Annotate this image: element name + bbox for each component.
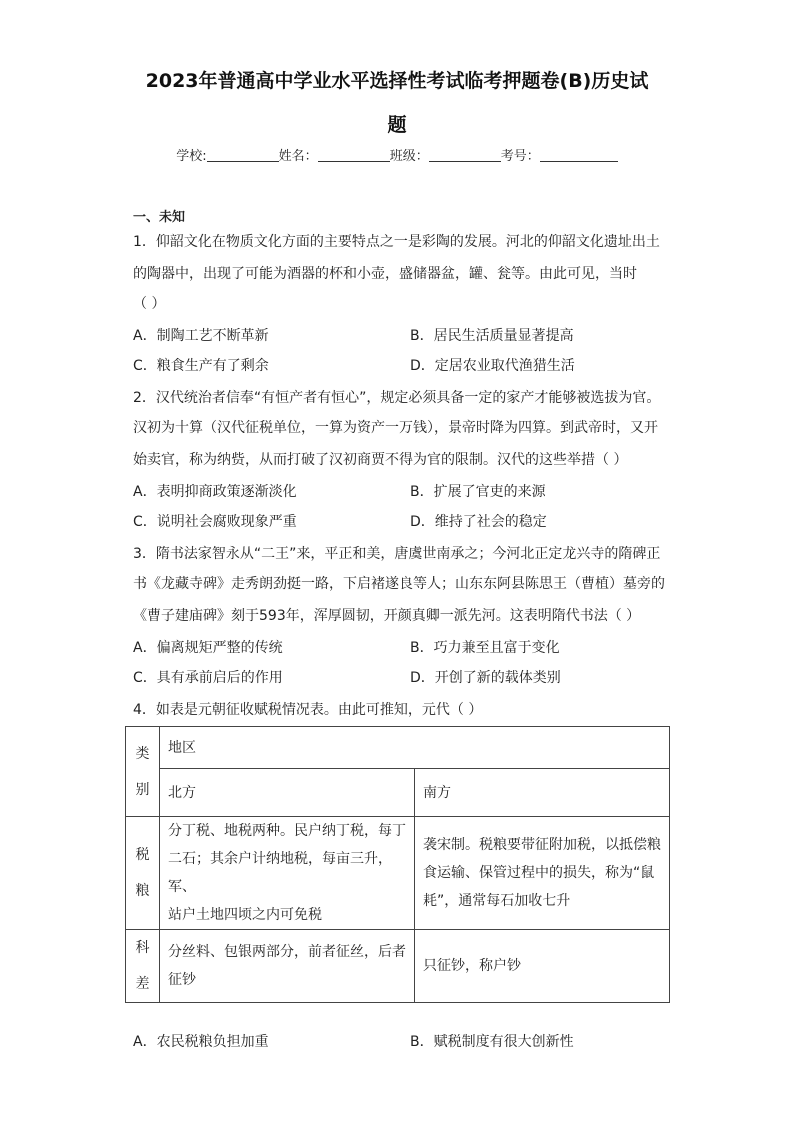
q1-line-1: 1．仰韶文化在物质文化方面的主要特点之一是彩陶的发展。河北的仰韶文化遗址出土 [133, 234, 660, 250]
q4-line-1: 4．如表是元朝征收赋税情况表。由此可推知，元代（ ） [133, 702, 483, 718]
name-blank[interactable] [318, 149, 390, 162]
exam-no-label: 考号： [500, 149, 540, 164]
tax-table [125, 726, 670, 1003]
levy-south: 只征钞，称户钞 [415, 930, 670, 1003]
q2-option-a[interactable]: A．表明抑商政策逐渐淡化 [133, 484, 297, 500]
q2-line-2: 汉初为十算（汉代征税单位，一算为资产一万钱），景帝时降为四算。到武帝时，又开 [133, 420, 658, 436]
q3-option-b[interactable]: B．巧力兼至且富于变化 [410, 640, 560, 656]
q2-option-d[interactable]: D．维持了社会的稳定 [410, 514, 547, 530]
school-label: 学校: [176, 149, 207, 164]
q3-option-a[interactable]: A．偏离规矩严整的传统 [133, 640, 283, 656]
tax-grain-north: 分丁税、地税两种。民户纳丁税，每丁 二石；其余户计纳地税，每亩三升，军、 站户土地四顷之内可免税 [160, 817, 415, 930]
table-header-south: 南方 [415, 769, 670, 817]
q4-option-b[interactable]: B．赋税制度有很大创新性 [410, 1034, 574, 1050]
table-header-region: 地区 [160, 727, 670, 769]
school-blank[interactable] [207, 149, 279, 162]
q1-line-3: （ ） [133, 296, 166, 312]
q4-option-a[interactable]: A．农民税粮负担加重 [133, 1034, 269, 1050]
tax-grain-south: 袭宋制。税粮要带征附加税，以抵偿粮 食运输、保管过程中的损失，称为“鼠 耗”，通常每石加收七升 [415, 817, 670, 930]
levy-north: 分丝料、包银两部分，前者征丝，后者 征钞 [160, 930, 415, 1003]
row-label-tax-grain: 税 粮 [126, 817, 160, 930]
q3-line-3: 《曹子建庙碑》刻于593年，浑厚圆韧，开颜真卿一派先河。这表明隋代书法（ ） [133, 608, 641, 624]
class-blank[interactable] [429, 149, 501, 162]
q3-option-d[interactable]: D．开创了新的载体类别 [410, 670, 561, 686]
q1-option-c[interactable]: C．粮食生产有了剩余 [133, 358, 269, 374]
exam-title-line2: 题 [387, 114, 407, 136]
q1-option-d[interactable]: D．定居农业取代渔猎生活 [410, 358, 575, 374]
section-heading: 一、未知 [133, 210, 186, 225]
name-label: 姓名： [278, 149, 318, 164]
q1-line-2: 的陶器中，出现了可能为酒器的杯和小壶，盛储器盆，罐、瓮等。由此可见，当时 [133, 266, 637, 282]
q1-option-a[interactable]: A．制陶工艺不断革新 [133, 328, 269, 344]
q2-option-b[interactable]: B．扩展了官吏的来源 [410, 484, 546, 500]
q3-option-c[interactable]: C．具有承前启后的作用 [133, 670, 283, 686]
student-info-row [0, 145, 794, 164]
table-header-type: 类 别 [126, 727, 160, 817]
q2-line-3: 始卖官，称为纳赀，从而打破了汉初商贾不得为官的限制。汉代的这些举措（ ） [133, 452, 628, 468]
q3-line-1: 3．隋书法家智永从“二王”来，平正和美，唐虞世南承之；今河北正定龙兴寺的隋碑正 [133, 546, 661, 562]
exam-title-line1: 2023年普通高中学业水平选择性考试临考押题卷(B)历史试 [145, 70, 649, 92]
q2-option-c[interactable]: C．说明社会腐败现象严重 [133, 514, 297, 530]
row-label-levy: 科 差 [126, 930, 160, 1003]
exam-no-blank[interactable] [540, 149, 618, 162]
table-header-north: 北方 [160, 769, 415, 817]
q1-option-b[interactable]: B．居民生活质量显著提高 [410, 328, 574, 344]
q2-line-1: 2．汉代统治者信奉“有恒产者有恒心”，规定必须具备一定的家产才能够被选拔为官。 [133, 390, 661, 406]
class-label: 班级： [389, 149, 429, 164]
q3-line-2: 书《龙藏寺碑》走秀朗劲挺一路，下启褚遂良等人；山东东阿县陈思王（曹植）墓旁的 [133, 576, 665, 592]
